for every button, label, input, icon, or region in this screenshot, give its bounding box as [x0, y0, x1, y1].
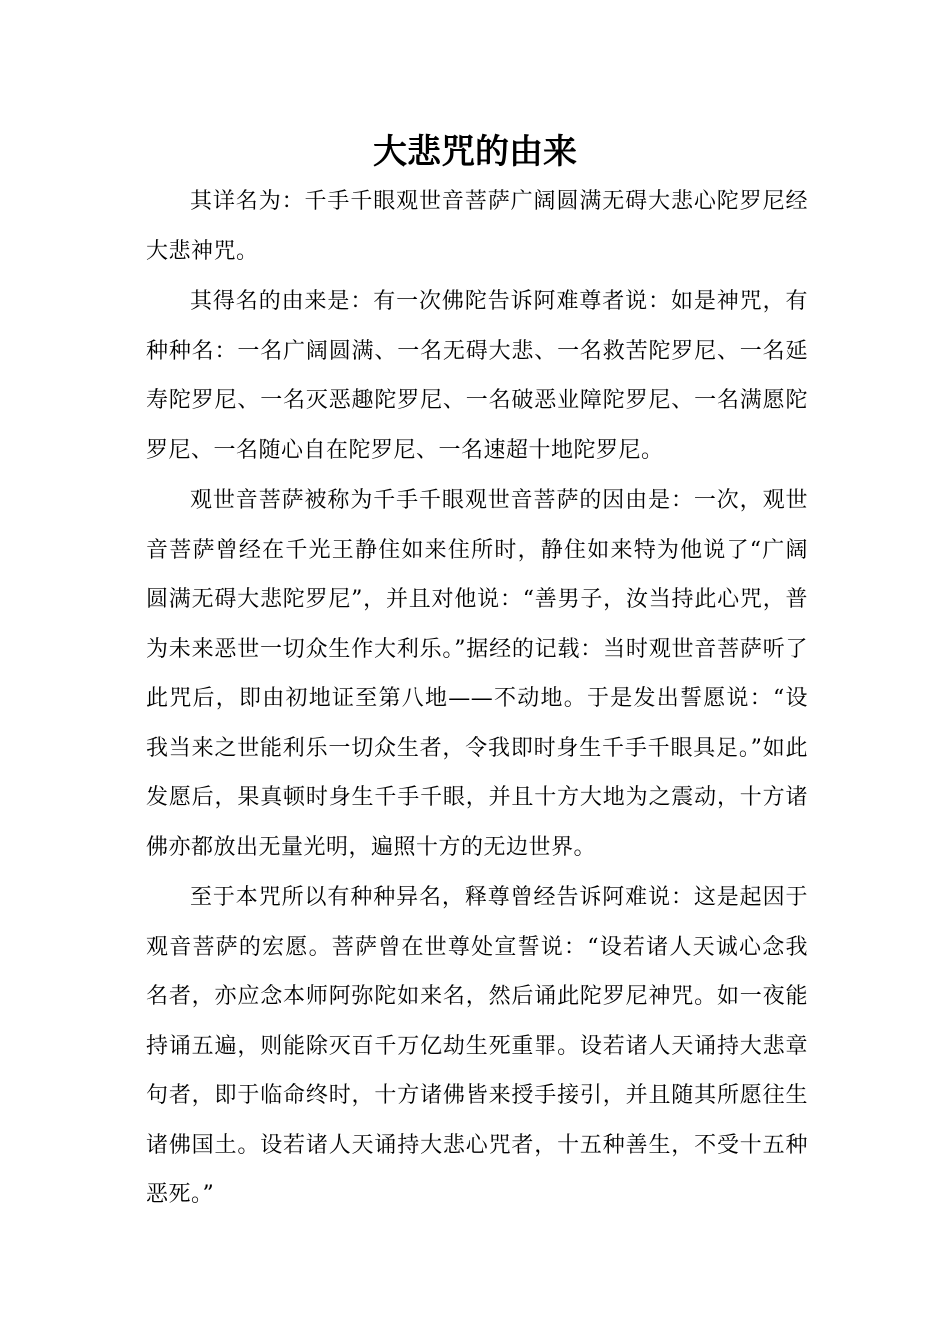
- document-title: 大悲咒的由来: [373, 132, 577, 172]
- paragraph-alternate-names: 至于本咒所以有种种异名，释尊曾经告诉阿难说：这是起因于观音菩萨的宏愿。菩萨曾在世尊处宣誓说：“设若诸人天诚心念我名者，亦应念本师阿弥陀如来名，然后诵此陀罗尼神咒。如一夜能持诵五遍，则能除灭百千万亿劫生死重罪。设若诸人天诵持大悲章句者，即于临命终时，十方诸佛皆来授手接引，并且随其所愿往生诸佛国土。设若诸人天诵持大悲心咒者，十五种善生，不受十五种恶死。”: [146, 885, 808, 1207]
- paragraph-full-name: 其详名为：千手千眼观世音菩萨广阔圆满无碍大悲心陀罗尼经大悲神咒。: [146, 189, 808, 264]
- paragraph-thousand-hands-origin: 观世音菩萨被称为千手千眼观世音菩萨的因由是：一次，观世音菩萨曾经在千光王静住如来住所时，静住如来特为他说了“广阔圆满无碍大悲陀罗尼”，并且对他说：“善男子，汝当持此心咒，普为未来恶世一切众生作大利乐。”据经的记载：当时观世音菩萨听了此咒后，即由初地证至第八地——不动地。于是发出誓愿说：“设我当来之世能利乐一切众生者，令我即时身生千手千眼具足。”如此发愿后，果真顿时身生千手千眼，并且十方大地为之震动，十方诸佛亦都放出无量光明，遍照十方的无边世界。: [146, 488, 808, 860]
- paragraph-name-origin: 其得名的由来是：有一次佛陀告诉阿难尊者说：如是神咒，有种种名：一名广阔圆满、一名无碍大悲、一名救苦陀罗尼、一名延寿陀罗尼、一名灭恶趣陀罗尼、一名破恶业障陀罗尼、一名满愿陀罗尼、一名随心自在陀罗尼、一名速超十地陀罗尼。: [146, 289, 808, 463]
- document-body: [146, 177, 808, 1220]
